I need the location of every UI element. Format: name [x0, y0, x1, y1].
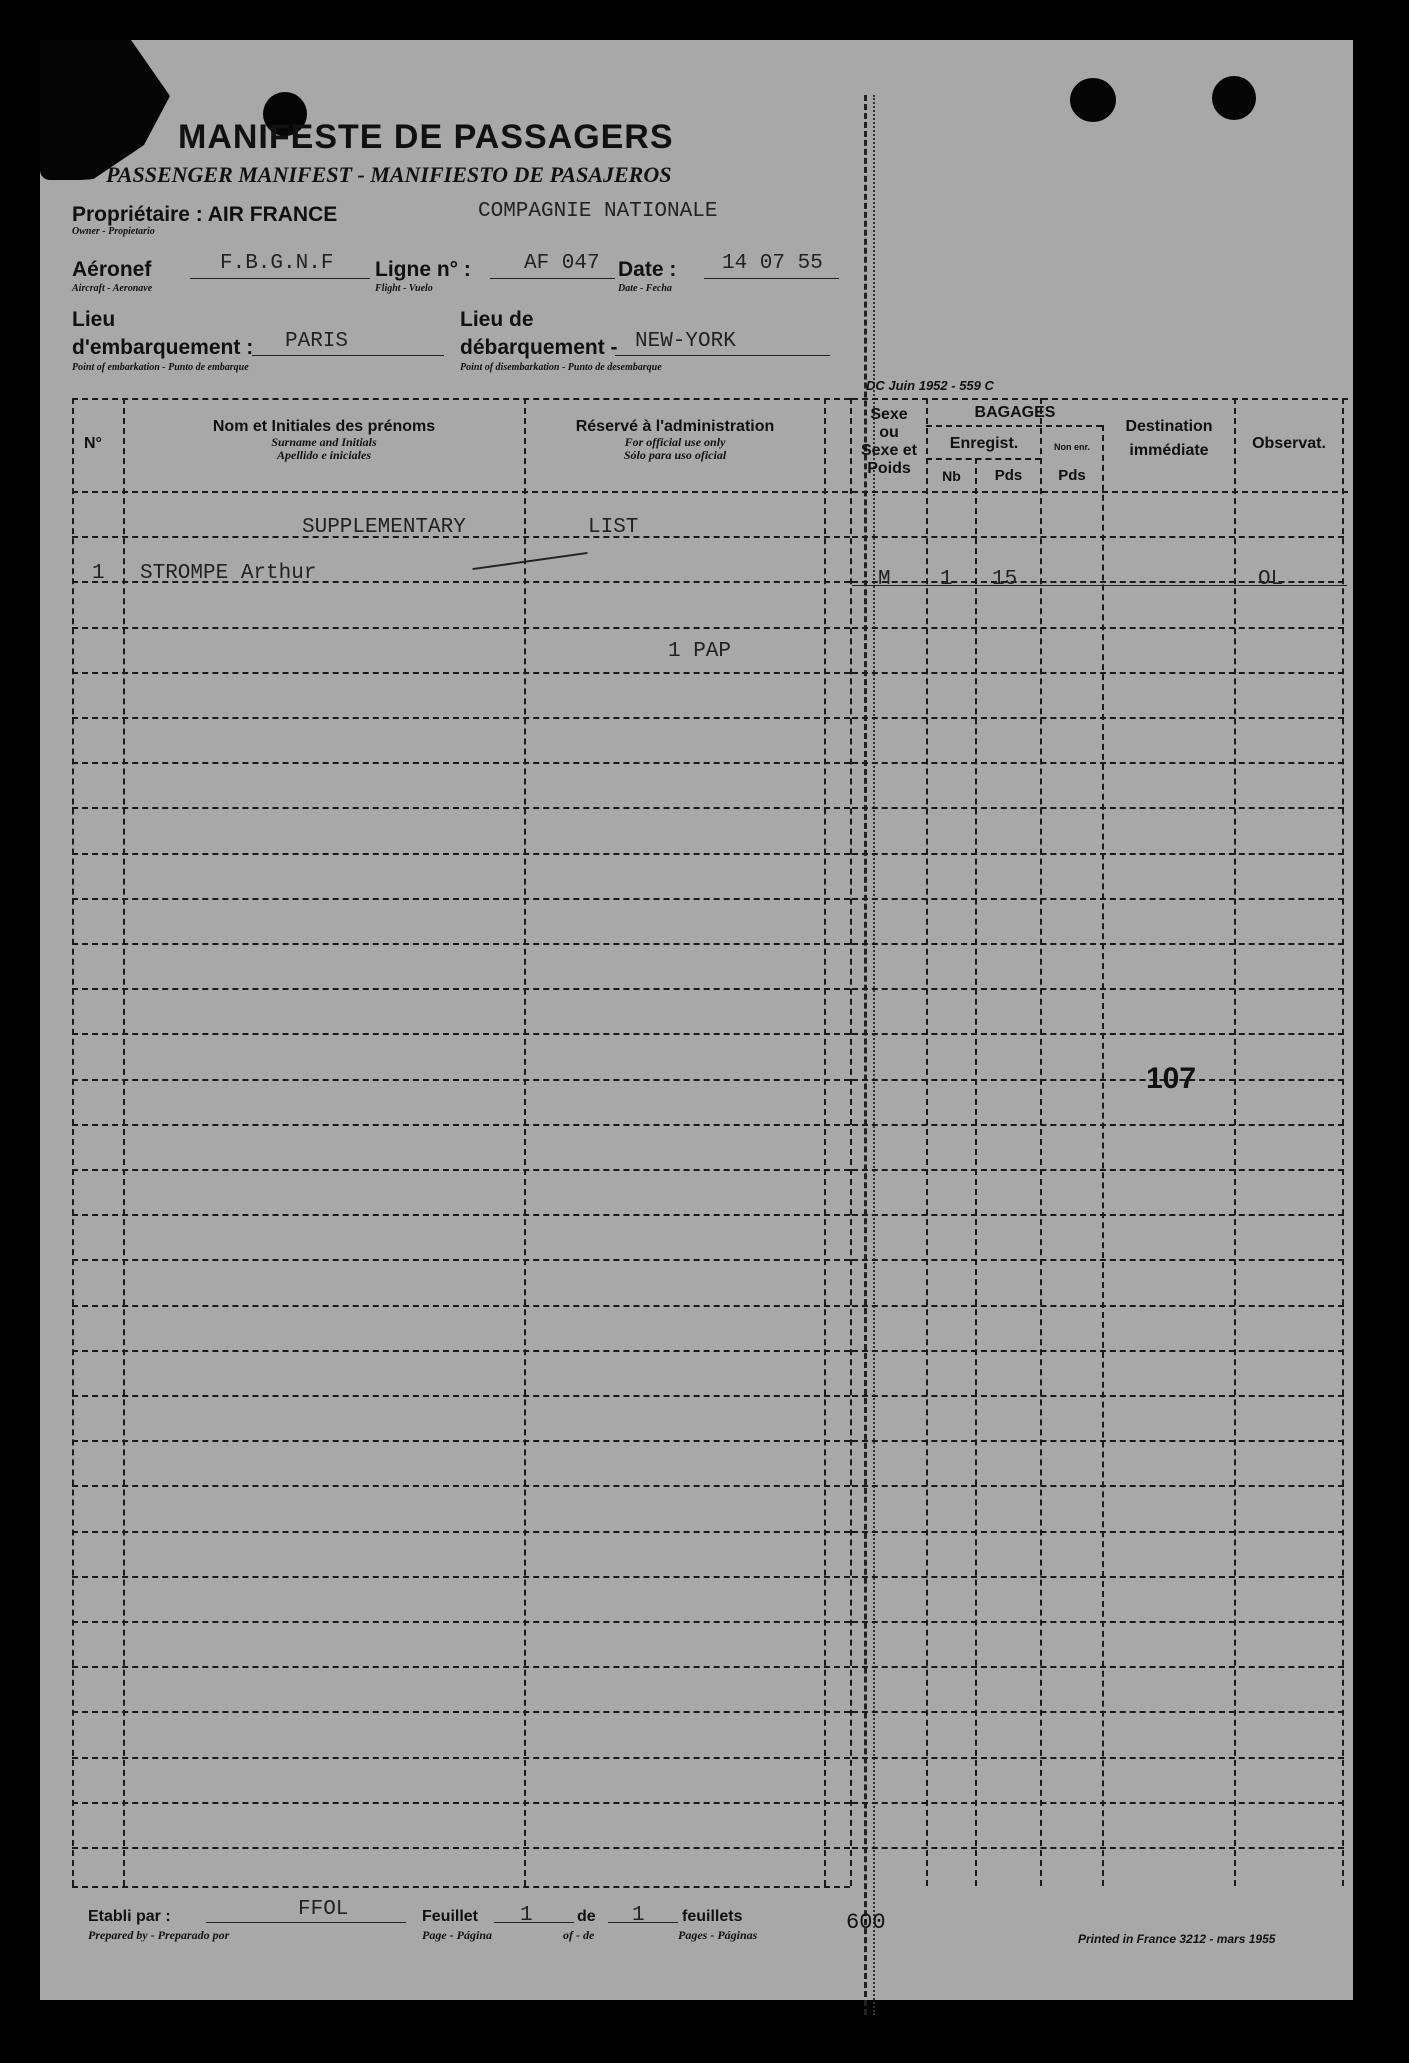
header-bottom: [72, 491, 1348, 493]
table-row-line: [72, 988, 850, 990]
table-row-line: [72, 1485, 850, 1487]
table-row-line: [72, 1576, 850, 1578]
sheet-value: 1: [520, 1904, 533, 1927]
table-row-line: [72, 1033, 850, 1035]
owner-sub: Owner - Propietario: [72, 226, 155, 237]
col-name-fr: Nom et Initiales des prénoms: [212, 418, 436, 435]
strike-mark: [472, 552, 587, 570]
sheets-label: feuillets: [682, 1908, 743, 1925]
flight-sub: Flight - Vuelo: [375, 283, 433, 294]
date-underline: [704, 278, 839, 279]
registered-divider: [926, 458, 1041, 460]
table-row-line: [72, 672, 850, 674]
table-row-line: [852, 1621, 1344, 1623]
table-row-line: [72, 943, 850, 945]
table-row-line: [72, 1259, 850, 1261]
table-row-line: [852, 1079, 1344, 1081]
table-row-line: [852, 717, 1344, 719]
table-row-line: [72, 1757, 850, 1759]
remarks-value: OL: [1258, 568, 1284, 591]
sheet-sub: Page - Página: [422, 1928, 492, 1942]
table-row-line: [852, 1214, 1344, 1216]
col-registered: Enregist.: [949, 435, 1019, 452]
right-footer-value: 600: [846, 1910, 886, 1935]
passenger-name: STROMPE Arthur: [140, 562, 317, 585]
col-remarks: Observat.: [1252, 435, 1326, 452]
table-row-line: [72, 762, 850, 764]
baggage-divider: [926, 425, 1102, 427]
col-pds: Pds: [994, 467, 1023, 484]
torn-corner: [40, 40, 170, 180]
col-sex-4: Poids: [867, 460, 911, 477]
disembark-label-2: débarquement -: [460, 336, 618, 359]
table-row-line: [72, 898, 850, 900]
table-row-line: [852, 1124, 1344, 1126]
date-sub: Date - Fecha: [618, 283, 672, 294]
table-top: [72, 398, 850, 400]
prepared-label: Etabli par :: [88, 1908, 171, 1925]
col-divider: [123, 398, 125, 1886]
table-row-line: [852, 1259, 1344, 1261]
col-nb: Nb: [942, 468, 961, 484]
col-admin-en: For official use only: [624, 435, 726, 449]
table-row-line: [72, 1395, 850, 1397]
form-title: MANIFESTE DE PASSAGERS: [178, 118, 674, 156]
table-row-line: [852, 627, 1344, 629]
table-row-line: [852, 1350, 1344, 1352]
aircraft-underline: [190, 278, 370, 279]
aircraft-label: Aéronef: [72, 258, 152, 281]
table-row-line: [72, 1124, 850, 1126]
prepared-underline: [206, 1922, 406, 1923]
col-name: [125, 418, 523, 462]
prepared-sub: Prepared by - Preparado por: [88, 1928, 230, 1942]
row-number: 1: [92, 562, 105, 585]
table-row-line: [72, 627, 850, 629]
col-sex-3: Sexe et: [860, 442, 918, 459]
col-no: N°: [84, 435, 102, 452]
table-row-line: [72, 1847, 850, 1849]
table-row-line: [72, 1802, 850, 1804]
pap-text: 1 PAP: [668, 640, 732, 663]
embark-value: PARIS: [285, 330, 349, 353]
table-row-line: [72, 1169, 850, 1171]
col-divider: [1342, 398, 1344, 1886]
baggage-weight: 15: [992, 568, 1018, 591]
col-sex: [852, 406, 926, 478]
disembark-sub: Point of disembarkation - Punto de desembarque: [460, 362, 662, 373]
list-text: LIST: [588, 516, 639, 539]
punch-hole: [1070, 78, 1116, 122]
printed-in-france: Printed in France 3212 - mars 1955: [1078, 1932, 1276, 1946]
table-row-line: [852, 1847, 1344, 1849]
col-admin: [526, 418, 824, 462]
of-label: de: [577, 1908, 596, 1925]
table-row-line: [72, 807, 850, 809]
of-sub: of - de: [563, 1928, 595, 1942]
table-row-line: [852, 1485, 1344, 1487]
table-row-line: [72, 1711, 850, 1713]
table-bottom: [72, 1886, 850, 1888]
col-divider: [72, 398, 74, 1886]
embark-label-2: d'embarquement :: [72, 336, 254, 359]
aircraft-value: F.B.G.N.F: [220, 252, 334, 275]
table-row-line: [72, 1621, 850, 1623]
col-baggage: BAGAGES: [974, 404, 1056, 421]
table-row-line: [72, 717, 850, 719]
row-strike: [852, 585, 1347, 586]
col-divider: [850, 398, 852, 1886]
table-row-line: [852, 1395, 1344, 1397]
table-row-line: [852, 853, 1344, 855]
flight-label: Ligne n° :: [375, 258, 471, 281]
of-underline: [608, 1922, 678, 1923]
table-row-line: [72, 1666, 850, 1668]
embark-label-1: Lieu: [72, 308, 116, 331]
sheet-underline: [494, 1922, 574, 1923]
table-row-line: [852, 988, 1344, 990]
col-name-en: Surname and Initials: [271, 435, 377, 449]
passenger-sex: M: [878, 568, 891, 591]
supplementary-text: SUPPLEMENTARY: [302, 516, 466, 539]
table-row-line: [852, 1440, 1344, 1442]
col-divider: [524, 398, 526, 1886]
col-admin-es: Sólo para uso oficial: [623, 448, 727, 462]
col-unregistered: Non enr.: [1053, 442, 1090, 452]
owner-typed: COMPAGNIE NATIONALE: [478, 200, 718, 223]
of-value: 1: [632, 1904, 645, 1927]
table-row-line: [72, 1305, 850, 1307]
flight-value: AF 047: [524, 252, 600, 275]
date-label: Date :: [618, 258, 677, 281]
table-row-line: [852, 1305, 1344, 1307]
aircraft-sub: Aircraft - Aeronave: [72, 283, 153, 294]
col-destination: [1104, 418, 1234, 460]
col-sex-2: ou: [879, 424, 899, 441]
table-row-line: [852, 1576, 1344, 1578]
col-admin-fr: Réservé à l'administration: [575, 418, 775, 435]
flight-underline: [490, 278, 615, 279]
table-row-line: [72, 1531, 850, 1533]
table-row-line: [852, 898, 1344, 900]
manifest-sheet: [40, 40, 1353, 2000]
col-divider: [1234, 398, 1236, 1886]
col-sex-1: Sexe: [870, 406, 908, 423]
table-row-line: [852, 1169, 1344, 1171]
table-row-line: [852, 1757, 1344, 1759]
col-destination-1: Destination: [1125, 418, 1213, 435]
table-row-line: [852, 943, 1344, 945]
table-row-line: [852, 1802, 1344, 1804]
disembark-value: NEW-YORK: [635, 330, 736, 353]
table-row-line: [852, 536, 1344, 538]
col-divider: [824, 398, 826, 1886]
form-subtitle: PASSENGER MANIFEST - MANIFIESTO DE PASAJEROS: [106, 162, 672, 187]
form-code: DC Juin 1952 - 559 C: [866, 378, 994, 393]
prepared-value: FFOL: [298, 1898, 349, 1921]
embark-underline: [252, 355, 444, 356]
punch-hole: [1212, 76, 1256, 120]
col-divider: [926, 398, 928, 1886]
col-unreg-pds: Pds: [1058, 467, 1086, 484]
table-row-line: [852, 672, 1344, 674]
table-row-line: [852, 807, 1344, 809]
table-row-line: [852, 762, 1344, 764]
col-name-es: Apellido e iniciales: [277, 448, 371, 462]
table-row-line: [852, 1711, 1344, 1713]
table-row-line: [72, 1440, 850, 1442]
table-row-line: [72, 1350, 850, 1352]
table-row-line: [852, 1033, 1344, 1035]
table-row-line: [852, 1531, 1344, 1533]
stamp-107: 107: [1146, 1062, 1197, 1095]
table-row-line: [72, 1079, 850, 1081]
date-value: 14 07 55: [722, 252, 823, 275]
baggage-count: 1: [940, 568, 953, 591]
owner-label: Propriétaire : AIR FRANCE: [72, 203, 338, 226]
embark-sub: Point of embarkation - Punto de embarque: [72, 362, 249, 373]
table-row-line: [852, 1666, 1344, 1668]
col-divider: [1040, 398, 1042, 1886]
sheet-label: Feuillet: [422, 1908, 479, 1925]
col-destination-2: immédiate: [1129, 442, 1209, 459]
disembark-label-1: Lieu de: [460, 308, 534, 331]
table-row-line: [72, 1214, 850, 1216]
sheets-sub: Pages - Páginas: [678, 1928, 758, 1942]
disembark-underline: [615, 355, 830, 356]
table-row-line: [72, 853, 850, 855]
